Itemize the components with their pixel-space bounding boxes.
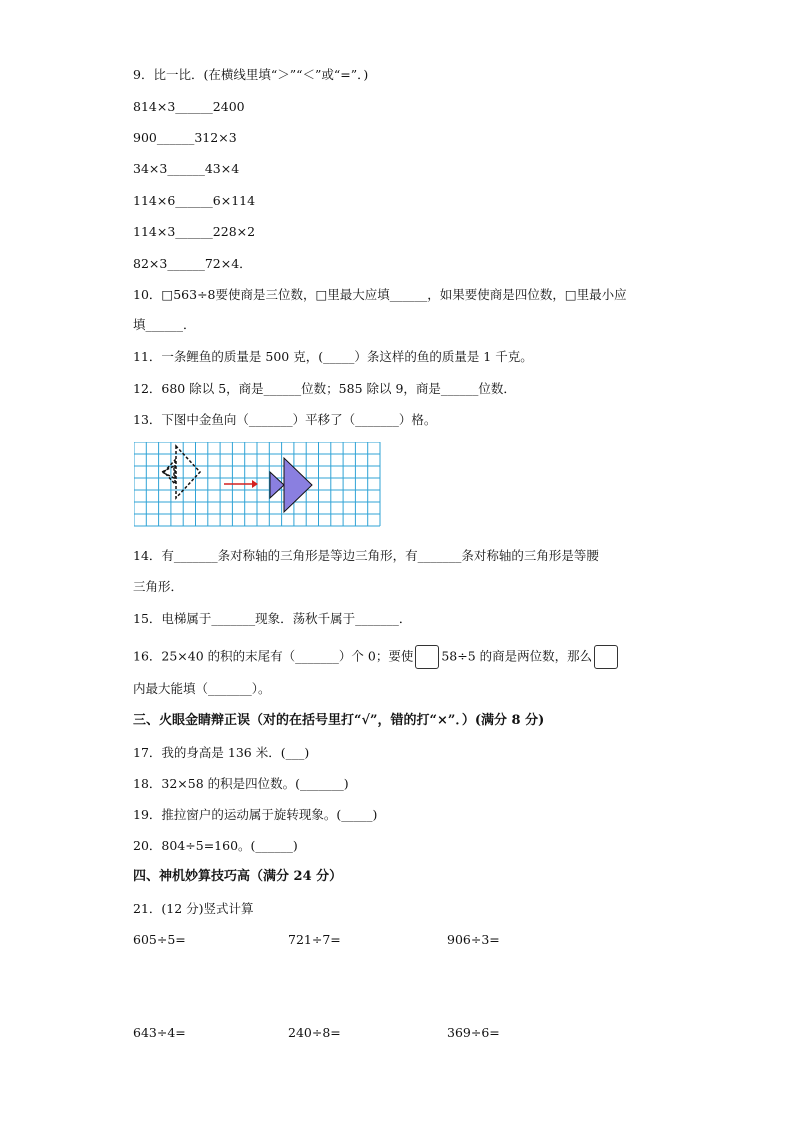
calc-item: 906÷3=	[447, 932, 500, 947]
q9-item: 82×3______72×4．	[133, 256, 252, 271]
q13: 13．下图中金鱼向（_______）平移了（_______）格。	[133, 412, 437, 427]
calc-item: 240÷8=	[288, 1025, 341, 1040]
q12: 12．680 除以 5，商是______位数；585 除以 9，商是______位数．	[133, 381, 516, 396]
q18: 18．32×58 的积是四位数。(_______)	[133, 776, 349, 791]
q9-item: 114×6______6×114	[133, 193, 256, 208]
calc-item: 643÷4=	[133, 1025, 186, 1040]
q16-line1	[133, 645, 620, 669]
translation-grid-figure	[134, 442, 382, 528]
q9-item: 34×3______43×4	[133, 161, 240, 176]
section3-title: 三、火眼金睛辩正误（对的在括号里打“√”，错的打“×”．）(满分 8 分)	[133, 713, 545, 728]
original-fish-tail-outline-2	[164, 460, 175, 484]
q19: 19．推拉窗户的运动属于旋转现象。(_____)	[133, 807, 378, 822]
q9-item: 814×3______2400	[133, 99, 245, 114]
calc-item: 605÷5=	[133, 932, 186, 947]
q16-line2: 内最大能填（_______）。	[133, 681, 271, 696]
digit-box[interactable]	[594, 645, 618, 669]
q15: 15．电梯属于_______现象．荡秋千属于_______．	[133, 611, 412, 626]
digit-box[interactable]	[415, 645, 439, 669]
q10-line1: 10．□563÷8要使商是三位数，□里最大应填______，如果要使商是四位数，□里最小应	[133, 287, 627, 302]
q10-line2: 填______．	[133, 317, 196, 332]
q14-line2: 三角形．	[133, 579, 184, 594]
q9-title: 9．比一比．(在横线里填“＞”“＜”或“=”．)	[133, 67, 369, 82]
q20: 20．804÷5=160。(______)	[133, 838, 298, 853]
q14-line1: 14．有_______条对称轴的三角形是等边三角形，有_______条对称轴的三角形是等腰	[133, 548, 599, 563]
q9-item: 114×3______228×2	[133, 224, 256, 239]
q11: 11．一条鲤鱼的质量是 500 克，(_____）条这样的鱼的质量是 1 千克。	[133, 349, 533, 364]
q17: 17．我的身高是 136 米．(___)	[133, 745, 310, 760]
q9-item: 900______312×3	[133, 130, 237, 145]
q21: 21．(12 分)竖式计算	[133, 901, 254, 916]
calc-item: 721÷7=	[288, 932, 341, 947]
section4-title: 四、神机妙算技巧高（满分 24 分）	[133, 869, 343, 884]
q16-part1: 16．25×40 的积的末尾有（_______）个 0；要使	[133, 648, 414, 664]
calc-item: 369÷6=	[447, 1025, 500, 1040]
q16-part2: 58÷5 的商是两位数，那么	[441, 648, 593, 664]
